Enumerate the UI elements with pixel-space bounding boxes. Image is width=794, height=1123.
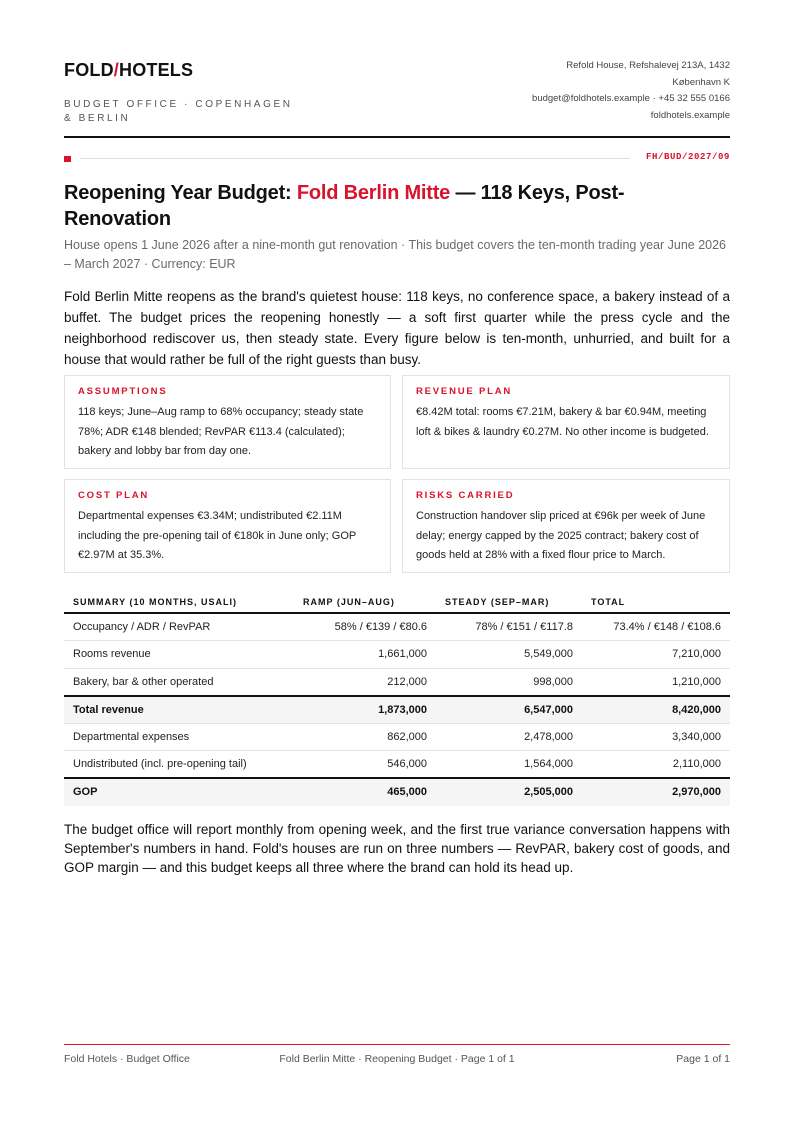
table-cell: 2,478,000 bbox=[436, 723, 582, 751]
card-title: ASSUMPTIONS bbox=[78, 386, 168, 397]
column-header: TOTAL bbox=[582, 592, 730, 613]
table-cell: 1,210,000 bbox=[582, 668, 730, 696]
row-label: Undistributed (incl. pre-opening tail) bbox=[64, 751, 294, 779]
table-cell: 5,549,000 bbox=[436, 641, 582, 669]
total-revenue-row bbox=[64, 696, 730, 724]
title-hotel-name: Fold Berlin Mitte bbox=[296, 182, 451, 204]
table-header-row bbox=[64, 592, 730, 613]
contact-block bbox=[532, 58, 730, 124]
footer-center: Fold Berlin Mitte · Reopening Budget · Page 1 of 1 bbox=[279, 1053, 515, 1065]
table-row bbox=[64, 668, 730, 696]
risks-card bbox=[402, 479, 730, 573]
table-row bbox=[64, 641, 730, 669]
column-header: SUMMARY (10 MONTHS, USALI) bbox=[64, 592, 294, 613]
table-cell: 212,000 bbox=[294, 668, 436, 696]
table-cell: 7,210,000 bbox=[582, 641, 730, 669]
intro-paragraph: Fold Berlin Mitte reopens as the brand's quietest house: 118 keys, no conference space, a bakery instead of a buffet. The budget prices the reopening honestly — a soft first quarter while the press cycle and the neighborhood rediscover us, then steady state. Every figure below is ten-month, unhurried, and built for a house that would rather be full of the right guests than busy. bbox=[64, 289, 730, 367]
table-cell: 58% / €139 / €80.6 bbox=[294, 613, 436, 641]
table-row bbox=[64, 723, 730, 751]
footer-page-number: Page 1 of 1 bbox=[676, 1053, 730, 1065]
table-cell: 3,340,000 bbox=[582, 723, 730, 751]
gop-row bbox=[64, 778, 730, 806]
reference-code: FH/BUD/2027/09 bbox=[645, 152, 730, 162]
page-footer bbox=[64, 1044, 730, 1074]
table-cell: 6,547,000 bbox=[436, 696, 582, 724]
card-title: RISKS CARRIED bbox=[416, 490, 515, 501]
table-row bbox=[64, 751, 730, 779]
table-row bbox=[64, 613, 730, 641]
card-body: 118 keys; June–Aug ramp to 68% occupancy; steady state 78%; ADR €148 blended; RevPAR €113.4 (calculated); bakery and lobby bar from day one. bbox=[78, 406, 364, 457]
table-cell: 2,110,000 bbox=[582, 751, 730, 779]
table-cell: 862,000 bbox=[294, 723, 436, 751]
contact-line: budget@foldhotels.example · +45 32 555 0166 bbox=[532, 93, 730, 104]
reference-row bbox=[64, 152, 730, 164]
page-title: Reopening Year Budget: Fold Berlin Mitte — 118 Keys, Post-Renovation bbox=[64, 182, 625, 230]
website-line: foldhotels.example bbox=[650, 109, 730, 121]
address-line-2: København K bbox=[672, 76, 730, 88]
card-body: Departmental expenses €3.34M; undistributed €2.11M including the pre-opening tail of €180k in June only; GOP €2.97M at 35.3%. bbox=[78, 510, 357, 561]
table-cell: 2,505,000 bbox=[436, 778, 582, 806]
card-body: €8.42M total: rooms €7.21M, bakery & bar €0.94M, meeting loft & bikes & laundry €0.27M. No other income is budgeted. bbox=[416, 406, 709, 438]
row-label: Departmental expenses bbox=[64, 723, 294, 751]
table-cell: 8,420,000 bbox=[582, 696, 730, 724]
card-body: Construction handover slip priced at €96k per week of June delay; energy capped by the 2025 contract; bakery cost of goods held at 28% with a fixed flour price to March. bbox=[416, 510, 706, 561]
row-label: GOP bbox=[64, 778, 294, 806]
table-cell: 1,564,000 bbox=[436, 751, 582, 779]
table-cell: 1,661,000 bbox=[294, 641, 436, 669]
letterhead bbox=[64, 58, 730, 138]
closing-paragraph: The budget office will report monthly from opening week, and the first true variance conversation happens with September's numbers in hand. Fold's houses are run on three numbers — RevPAR, bakery cost of goods, and GOP margin — and this budget keeps all three where the brand can hold its head up. bbox=[64, 822, 730, 875]
table-cell: 73.4% / €148 / €108.6 bbox=[582, 613, 730, 641]
table-cell: 546,000 bbox=[294, 751, 436, 779]
column-header: RAMP (JUN–AUG) bbox=[294, 592, 436, 613]
row-label: Bakery, bar & other operated bbox=[64, 668, 294, 696]
row-label: Total revenue bbox=[64, 696, 294, 724]
table-cell: 1,873,000 bbox=[294, 696, 436, 724]
summary-table bbox=[64, 592, 730, 806]
column-header: STEADY (SEP–MAR) bbox=[436, 592, 582, 613]
table-cell: 465,000 bbox=[294, 778, 436, 806]
table-cell: 998,000 bbox=[436, 668, 582, 696]
row-label: Rooms revenue bbox=[64, 641, 294, 669]
card-title: COST PLAN bbox=[78, 490, 150, 501]
footer-left: Fold Hotels · Budget Office bbox=[64, 1053, 190, 1065]
assumptions-card bbox=[64, 375, 391, 469]
table-cell: 2,970,000 bbox=[582, 778, 730, 806]
cost-plan-card bbox=[64, 479, 391, 573]
table-cell: 78% / €151 / €117.8 bbox=[436, 613, 582, 641]
address-line-1: Refold House, Refshalevej 213A, 1432 bbox=[566, 60, 730, 71]
accent-square-icon bbox=[64, 156, 71, 162]
page-subtitle: House opens 1 June 2026 after a nine-month gut renovation · This budget covers the ten-month trading year June 2026 – March 2027 · Currency: EUR bbox=[64, 238, 726, 271]
card-title: REVENUE PLAN bbox=[416, 386, 513, 397]
row-label: Occupancy / ADR / RevPAR bbox=[64, 613, 294, 641]
brand-logo: FOLD/HOTELS bbox=[64, 60, 194, 80]
revenue-plan-card bbox=[402, 375, 730, 469]
office-line: BUDGET OFFICE · COPENHAGEN & BERLIN bbox=[64, 99, 293, 124]
reference-divider bbox=[80, 158, 630, 159]
